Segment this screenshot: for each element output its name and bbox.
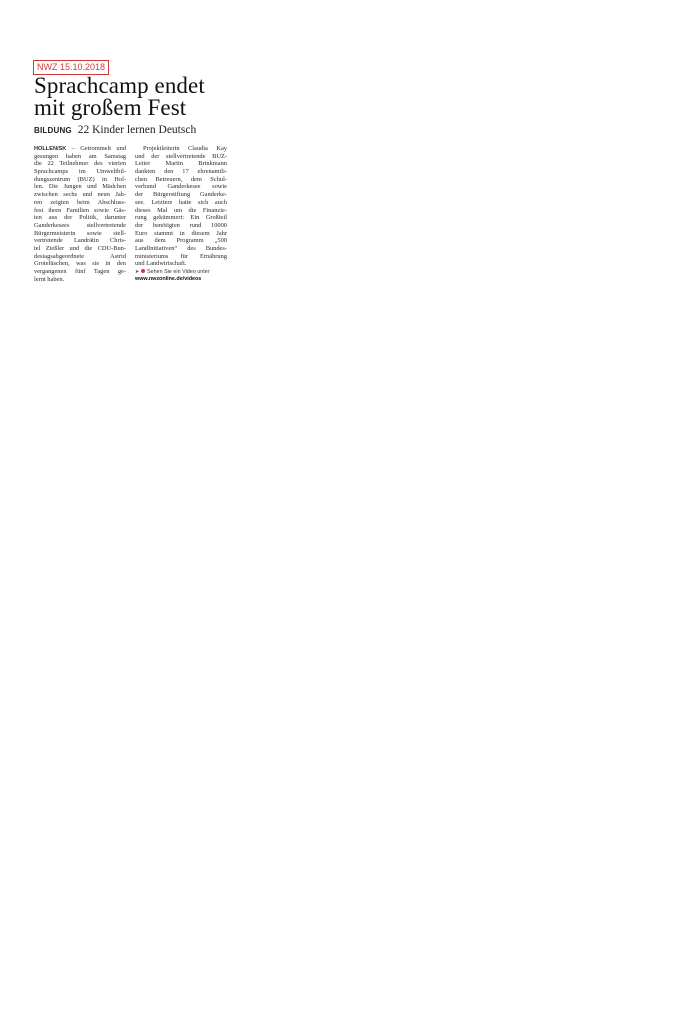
headline bbox=[34, 75, 314, 119]
article-line: vertretende Landrätin Chris- bbox=[34, 237, 126, 245]
article-line: und der stellvertretende BUZ- bbox=[135, 152, 227, 160]
article-line: und Landwirtschaft. bbox=[135, 260, 187, 268]
article-line: Sprachcamps im Umweltbil- bbox=[34, 168, 126, 176]
article-line: vergangenen fünf Tagen ge- bbox=[34, 268, 126, 275]
dateline bbox=[34, 146, 66, 152]
headline-line-1: Sprachcamp endet bbox=[34, 73, 205, 98]
rubric-kicker: BILDUNG bbox=[34, 126, 72, 135]
headline-line-2: mit großem Fest bbox=[34, 95, 187, 120]
article-line: Grotelüschen, was sie in den bbox=[34, 260, 126, 268]
article-line: ten aus der Politik, darunter bbox=[34, 214, 126, 222]
article-line: chen Betreuern, dem Schul- bbox=[135, 175, 227, 183]
arrow-icon: ➤ bbox=[135, 269, 140, 275]
article-line: der benötigten rund 10000 bbox=[135, 221, 227, 229]
article-line: len. Die Jungen und Mädchen bbox=[34, 183, 126, 191]
article-line: lernt haben. bbox=[34, 275, 65, 283]
article-line: Leiter Martin Brinkmann bbox=[135, 160, 227, 168]
article-line: rung gekümmert: Ein Großteil bbox=[135, 214, 227, 222]
dateline-author: /SK bbox=[57, 146, 67, 152]
article-line: dankten den 17 ehrenamtli- bbox=[135, 168, 227, 176]
video-play-icon bbox=[141, 269, 145, 273]
article-column-right bbox=[135, 145, 227, 283]
article-line: see. Letztere hatte sich auch bbox=[135, 198, 227, 206]
article-line: fest ihren Familien sowie Gäs- bbox=[34, 206, 126, 214]
article-line: ministeriums für Ernährung bbox=[135, 252, 227, 260]
article-line: zwischen sechs und neun Jah- bbox=[34, 191, 126, 199]
subheadline-text: 22 Kinder lernen Deutsch bbox=[77, 124, 197, 136]
video-url-link[interactable]: www.nwzonline.de/videos bbox=[135, 276, 202, 282]
article-line: Ganderkesees stellvertretende bbox=[34, 221, 126, 229]
subheadline bbox=[34, 124, 196, 137]
article-line: dungszentrum (BUZ) in Hol- bbox=[34, 175, 126, 183]
source-date-stamp: NWZ 15.10.2018 bbox=[33, 60, 109, 75]
article-line: dieses Mal um die Finanzie- bbox=[135, 206, 227, 214]
article-line: gesungen haben am Samstag bbox=[34, 152, 126, 160]
article-line bbox=[34, 145, 126, 153]
article-line: der Bürgerstiftung Ganderke- bbox=[135, 191, 227, 199]
article-line: destagsabgeordnete Astrid bbox=[34, 252, 126, 260]
article-line: Bürgermeisterin sowie stell- bbox=[34, 229, 126, 237]
article-column-left bbox=[34, 145, 126, 283]
video-hint-text: Sehen Sie ein Video unter bbox=[147, 269, 210, 275]
article-line: tel Zießler und die CDU-Bun- bbox=[34, 244, 126, 252]
article-line: die 22 Teilnehmer des vierten bbox=[34, 160, 126, 168]
article-line: Projektleiterin Claudia Kay bbox=[143, 145, 227, 152]
article-line: aus dem Programm „500 bbox=[135, 237, 227, 245]
article-line: Euro stammt in diesem Jahr bbox=[135, 229, 227, 237]
article-line-text: – Getrommelt und bbox=[66, 145, 126, 152]
article-line: ren zeigten beim Abschluss- bbox=[34, 198, 126, 206]
article-line: LandInitiativen“ des Bundes- bbox=[135, 244, 227, 252]
article-line: verbund Ganderkesee sowie bbox=[135, 183, 227, 191]
dateline-place: HOLLEN bbox=[34, 146, 57, 152]
video-hint bbox=[135, 269, 227, 276]
